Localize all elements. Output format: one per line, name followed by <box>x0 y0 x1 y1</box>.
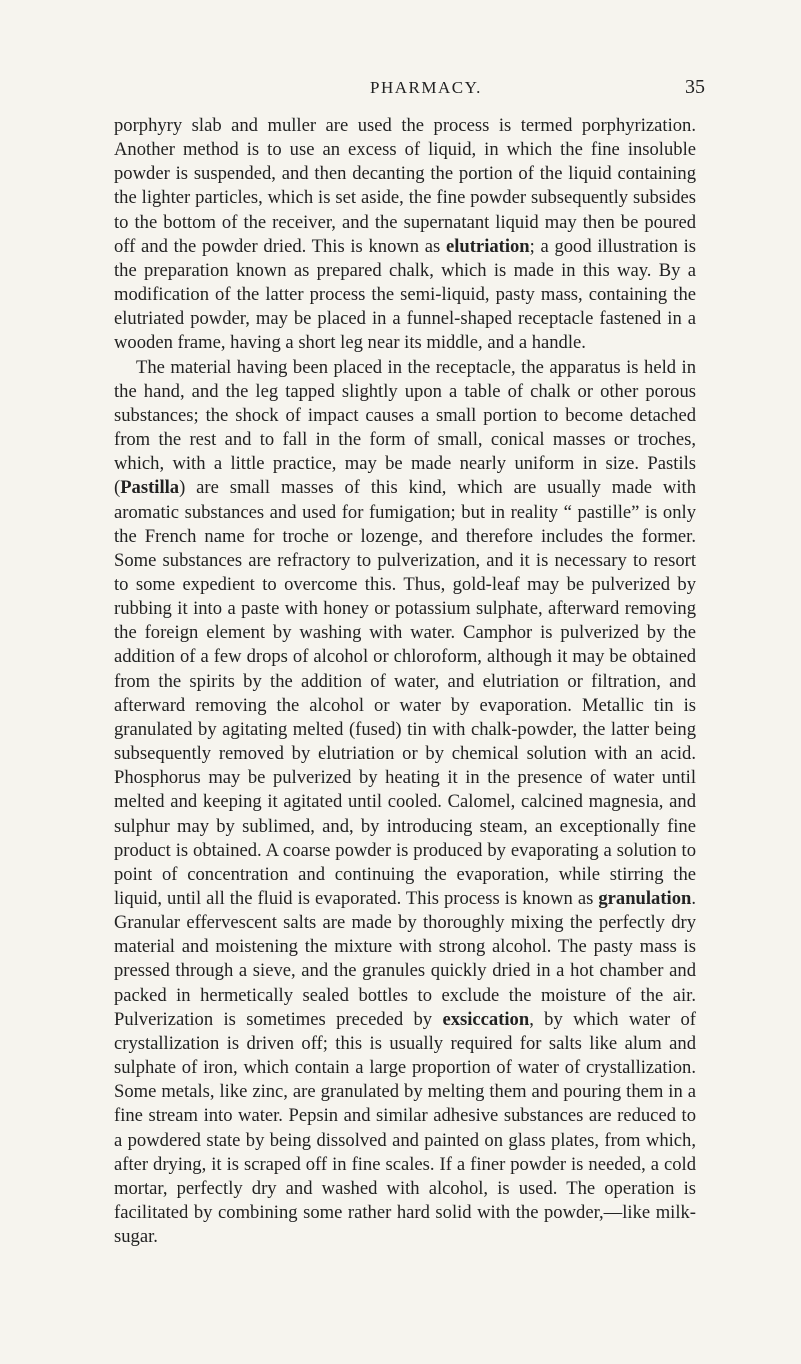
text-run: porphyry slab and muller are used the process is termed porphyrization. Another method is to use an excess of liquid, in which the fine insoluble powder is suspended, and then decanting the portion of the liquid containing the lighter particles, which is set aside, the fine powder subsequently subsides to the bottom of the receiver, and the supernatant liquid may then be poured off and the powder dried. This is known as <box>114 115 696 257</box>
term-elutriation: elutriation <box>445 235 530 257</box>
text-run: . Granular effervescent salts are made by thoroughly mixing the perfectly dry material and moistening the mixture with strong alcohol. The pasty mass is pressed through a sieve, and the granules quickly dried in a hot chamber and packed in hermetically sealed bottles to exclude the moisture of the air. Pulverization is sometimes preceded by <box>114 888 696 1030</box>
term-pastilla: Pastilla <box>120 477 180 499</box>
running-head <box>0 78 801 102</box>
text-run: ) are small masses of this kind, which are usually made with aromatic substances and used for fumigation; but in reality “ pastille” is only the French name for troche or lozenge, and therefore includes the former. Some substances are refractory to pulverization, and it is necessary to resort to some expedient to overcome this. Thus, gold-leaf may be pulverized by rubbing it into a paste with honey or potassium sulphate, afterward removing the foreign element by washing with water. Camphor is pulverized by the addition of a few drops of alcohol or chloroform, although it may be obtained from the spirits by the addition of water, and elutriation or filtration, and afterward removing the alcohol or water by evaporation. Metallic tin is granulated by agitating melted (fused) tin with chalk-powder, the latter being subsequently removed by elutriation or by chemical solution with an acid. Phosphorus may be pulverized by heating it in the presence of water until melted and keeping it agitated until cooled. Calomel, calcined magnesia, and sulphur may by sublimed, and, by introducing steam, an exceptionally fine product is obtained. A coarse powder is produced by evaporating a solution to point of concentration and continuing the evaporation, while stirring the liquid, until all the fluid is evaporated. This process is known as <box>114 477 696 909</box>
text-run: ; a good illustration is the preparation known as prepared chalk, which is made in this way. By a modification of the latter process the semi-liquid, pasty mass, containing the elutriated powder, may be placed in a funnel-shaped receptacle fastened in a wooden frame, having a short leg near its middle, and a handle. <box>114 235 696 354</box>
page-number: 35 <box>685 76 705 98</box>
term-granulation: granulation <box>598 888 692 909</box>
running-title: PHARMACY. <box>370 78 482 97</box>
paragraph-2 <box>114 356 696 1250</box>
body-text <box>114 114 696 1249</box>
term-exsiccation: exsiccation <box>442 1008 530 1030</box>
text-run: , by which water of crystallization is driven off; this is usually required for salts like alum and sulphate of iron, which contain a large proportion of water of crystallization. Some metals, like zinc, are granulated by melting them and pouring them in a fine stream into water. Pepsin and similar adhesive substances are reduced to a powdered state by being dissolved and painted on glass plates, from which, after drying, it is scraped off in fine scales. If a finer powder is needed, a cold mortar, perfectly dry and washed with alcohol, is used. The operation is facilitated by combining some rather hard solid with the powder,—like milk-sugar. <box>114 1008 696 1248</box>
paragraph-1 <box>114 114 696 356</box>
text-run: The material having been placed in the receptacle, the apparatus is held in the hand, and the leg tapped slightly upon a table of chalk or other porous substances; the shock of impact causes a small portion to become detached from the rest and to fall in the form of small, conical masses or troches, which, with a little practice, may be made nearly uniform in size. Pastils ( <box>114 356 696 499</box>
